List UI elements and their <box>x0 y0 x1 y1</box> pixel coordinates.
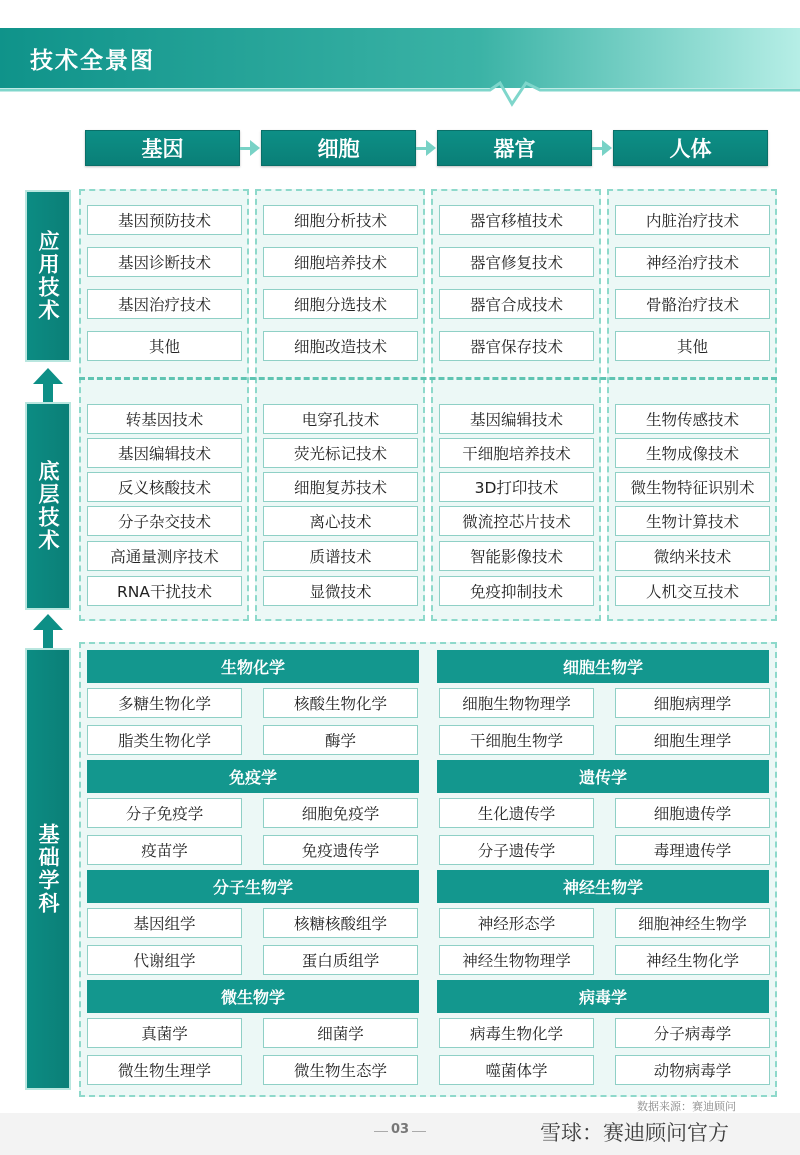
stage-organ: 器官 <box>437 130 592 166</box>
foundation-cell: 荧光标记技术 <box>263 438 418 468</box>
foundation-cell: 微流控芯片技术 <box>439 506 594 536</box>
arrow-right-icon <box>426 140 436 156</box>
application-cell: 器官移植技术 <box>439 205 594 235</box>
application-cell: 细胞分选技术 <box>263 289 418 319</box>
discipline-header: 遗传学 <box>437 760 769 793</box>
discipline-header: 生物化学 <box>87 650 419 683</box>
discipline-header: 神经生物学 <box>437 870 769 903</box>
discipline-cell: 真菌学 <box>87 1018 242 1048</box>
watermark: 雪球：赛迪顾问官方 <box>540 1121 729 1145</box>
discipline-cell: 病毒生物化学 <box>439 1018 594 1048</box>
foundation-cell: 智能影像技术 <box>439 541 594 571</box>
application-cell: 细胞分析技术 <box>263 205 418 235</box>
foundation-cell: 分子杂交技术 <box>87 506 242 536</box>
page-number: 03 <box>390 1122 410 1137</box>
discipline-cell: 干细胞生物学 <box>439 725 594 755</box>
foundation-cell: 生物计算技术 <box>615 506 770 536</box>
discipline-cell: 细胞免疫学 <box>263 798 418 828</box>
discipline-header: 分子生物学 <box>87 870 419 903</box>
discipline-cell: 毒理遗传学 <box>615 835 770 865</box>
side-label-foundation: 底层技术 <box>25 402 71 610</box>
discipline-cell: 微生物生态学 <box>263 1055 418 1085</box>
discipline-cell: 分子免疫学 <box>87 798 242 828</box>
discipline-cell: 微生物生理学 <box>87 1055 242 1085</box>
foundation-cell: 细胞复苏技术 <box>263 472 418 502</box>
discipline-cell: 酶学 <box>263 725 418 755</box>
discipline-cell: 神经生物化学 <box>615 945 770 975</box>
discipline-cell: 分子病毒学 <box>615 1018 770 1048</box>
discipline-header: 微生物学 <box>87 980 419 1013</box>
foundation-cell: 人机交互技术 <box>615 576 770 606</box>
foundation-cell: 反义核酸技术 <box>87 472 242 502</box>
discipline-cell: 细胞病理学 <box>615 688 770 718</box>
discipline-cell: 蛋白质组学 <box>263 945 418 975</box>
discipline-cell: 细胞生理学 <box>615 725 770 755</box>
discipline-cell: 细胞神经生物学 <box>615 908 770 938</box>
discipline-cell: 核酸生物化学 <box>263 688 418 718</box>
header-banner <box>0 28 800 108</box>
stage-cell: 细胞 <box>261 130 416 166</box>
application-cell: 神经治疗技术 <box>615 247 770 277</box>
discipline-cell: 生化遗传学 <box>439 798 594 828</box>
section-divider <box>79 377 777 380</box>
foundation-cell: RNA干扰技术 <box>87 576 242 606</box>
foundation-cell: 3D打印技术 <box>439 472 594 502</box>
discipline-cell: 动物病毒学 <box>615 1055 770 1085</box>
foundation-cell: 电穿孔技术 <box>263 404 418 434</box>
application-cell: 细胞培养技术 <box>263 247 418 277</box>
discipline-cell: 代谢组学 <box>87 945 242 975</box>
discipline-cell: 多糖生物化学 <box>87 688 242 718</box>
discipline-cell: 分子遗传学 <box>439 835 594 865</box>
application-cell: 器官合成技术 <box>439 289 594 319</box>
stage-connector <box>416 147 426 150</box>
foundation-cell: 转基因技术 <box>87 404 242 434</box>
discipline-cell: 神经生物物理学 <box>439 945 594 975</box>
page-title: 技术全景图 <box>30 48 155 74</box>
discipline-header: 病毒学 <box>437 980 769 1013</box>
discipline-cell: 基因组学 <box>87 908 242 938</box>
foundation-cell: 生物传感技术 <box>615 404 770 434</box>
discipline-cell: 细胞遗传学 <box>615 798 770 828</box>
stage-connector <box>592 147 602 150</box>
discipline-cell: 细胞生物物理学 <box>439 688 594 718</box>
foundation-cell: 干细胞培养技术 <box>439 438 594 468</box>
foundation-cell: 质谱技术 <box>263 541 418 571</box>
discipline-cell: 细菌学 <box>263 1018 418 1048</box>
arrow-right-icon <box>602 140 612 156</box>
foundation-cell: 基因编辑技术 <box>87 438 242 468</box>
stage-connector <box>240 147 250 150</box>
data-source: 数据来源：赛迪顾问 <box>637 1100 736 1113</box>
foundation-cell: 微生物特征识别术 <box>615 472 770 502</box>
foundation-cell: 高通量测序技术 <box>87 541 242 571</box>
discipline-cell: 神经形态学 <box>439 908 594 938</box>
stage-gene: 基因 <box>85 130 240 166</box>
foundation-cell: 显微技术 <box>263 576 418 606</box>
discipline-cell: 免疫遗传学 <box>263 835 418 865</box>
foundation-cell: 微纳米技术 <box>615 541 770 571</box>
discipline-cell: 疫苗学 <box>87 835 242 865</box>
application-cell: 细胞改造技术 <box>263 331 418 361</box>
page-number-line <box>412 1131 426 1132</box>
application-cell: 器官修复技术 <box>439 247 594 277</box>
application-cell: 其他 <box>615 331 770 361</box>
discipline-header: 细胞生物学 <box>437 650 769 683</box>
application-cell: 基因诊断技术 <box>87 247 242 277</box>
side-label-discipline: 基础学科 <box>25 648 71 1090</box>
application-cell: 骨骼治疗技术 <box>615 289 770 319</box>
discipline-cell: 脂类生物化学 <box>87 725 242 755</box>
up-arrow-stem <box>43 630 53 650</box>
up-arrow-stem <box>43 384 53 402</box>
side-label-application: 应用技术 <box>25 190 71 362</box>
stage-body: 人体 <box>613 130 768 166</box>
up-arrow-icon <box>33 368 63 384</box>
application-cell: 内脏治疗技术 <box>615 205 770 235</box>
up-arrow-icon <box>33 614 63 630</box>
discipline-header: 免疫学 <box>87 760 419 793</box>
application-cell: 基因预防技术 <box>87 205 242 235</box>
application-cell: 器官保存技术 <box>439 331 594 361</box>
application-cell: 基因治疗技术 <box>87 289 242 319</box>
foundation-cell: 基因编辑技术 <box>439 404 594 434</box>
application-cell: 其他 <box>87 331 242 361</box>
arrow-right-icon <box>250 140 260 156</box>
foundation-cell: 离心技术 <box>263 506 418 536</box>
foundation-cell: 生物成像技术 <box>615 438 770 468</box>
foundation-cell: 免疫抑制技术 <box>439 576 594 606</box>
discipline-cell: 核糖核酸组学 <box>263 908 418 938</box>
discipline-cell: 噬菌体学 <box>439 1055 594 1085</box>
